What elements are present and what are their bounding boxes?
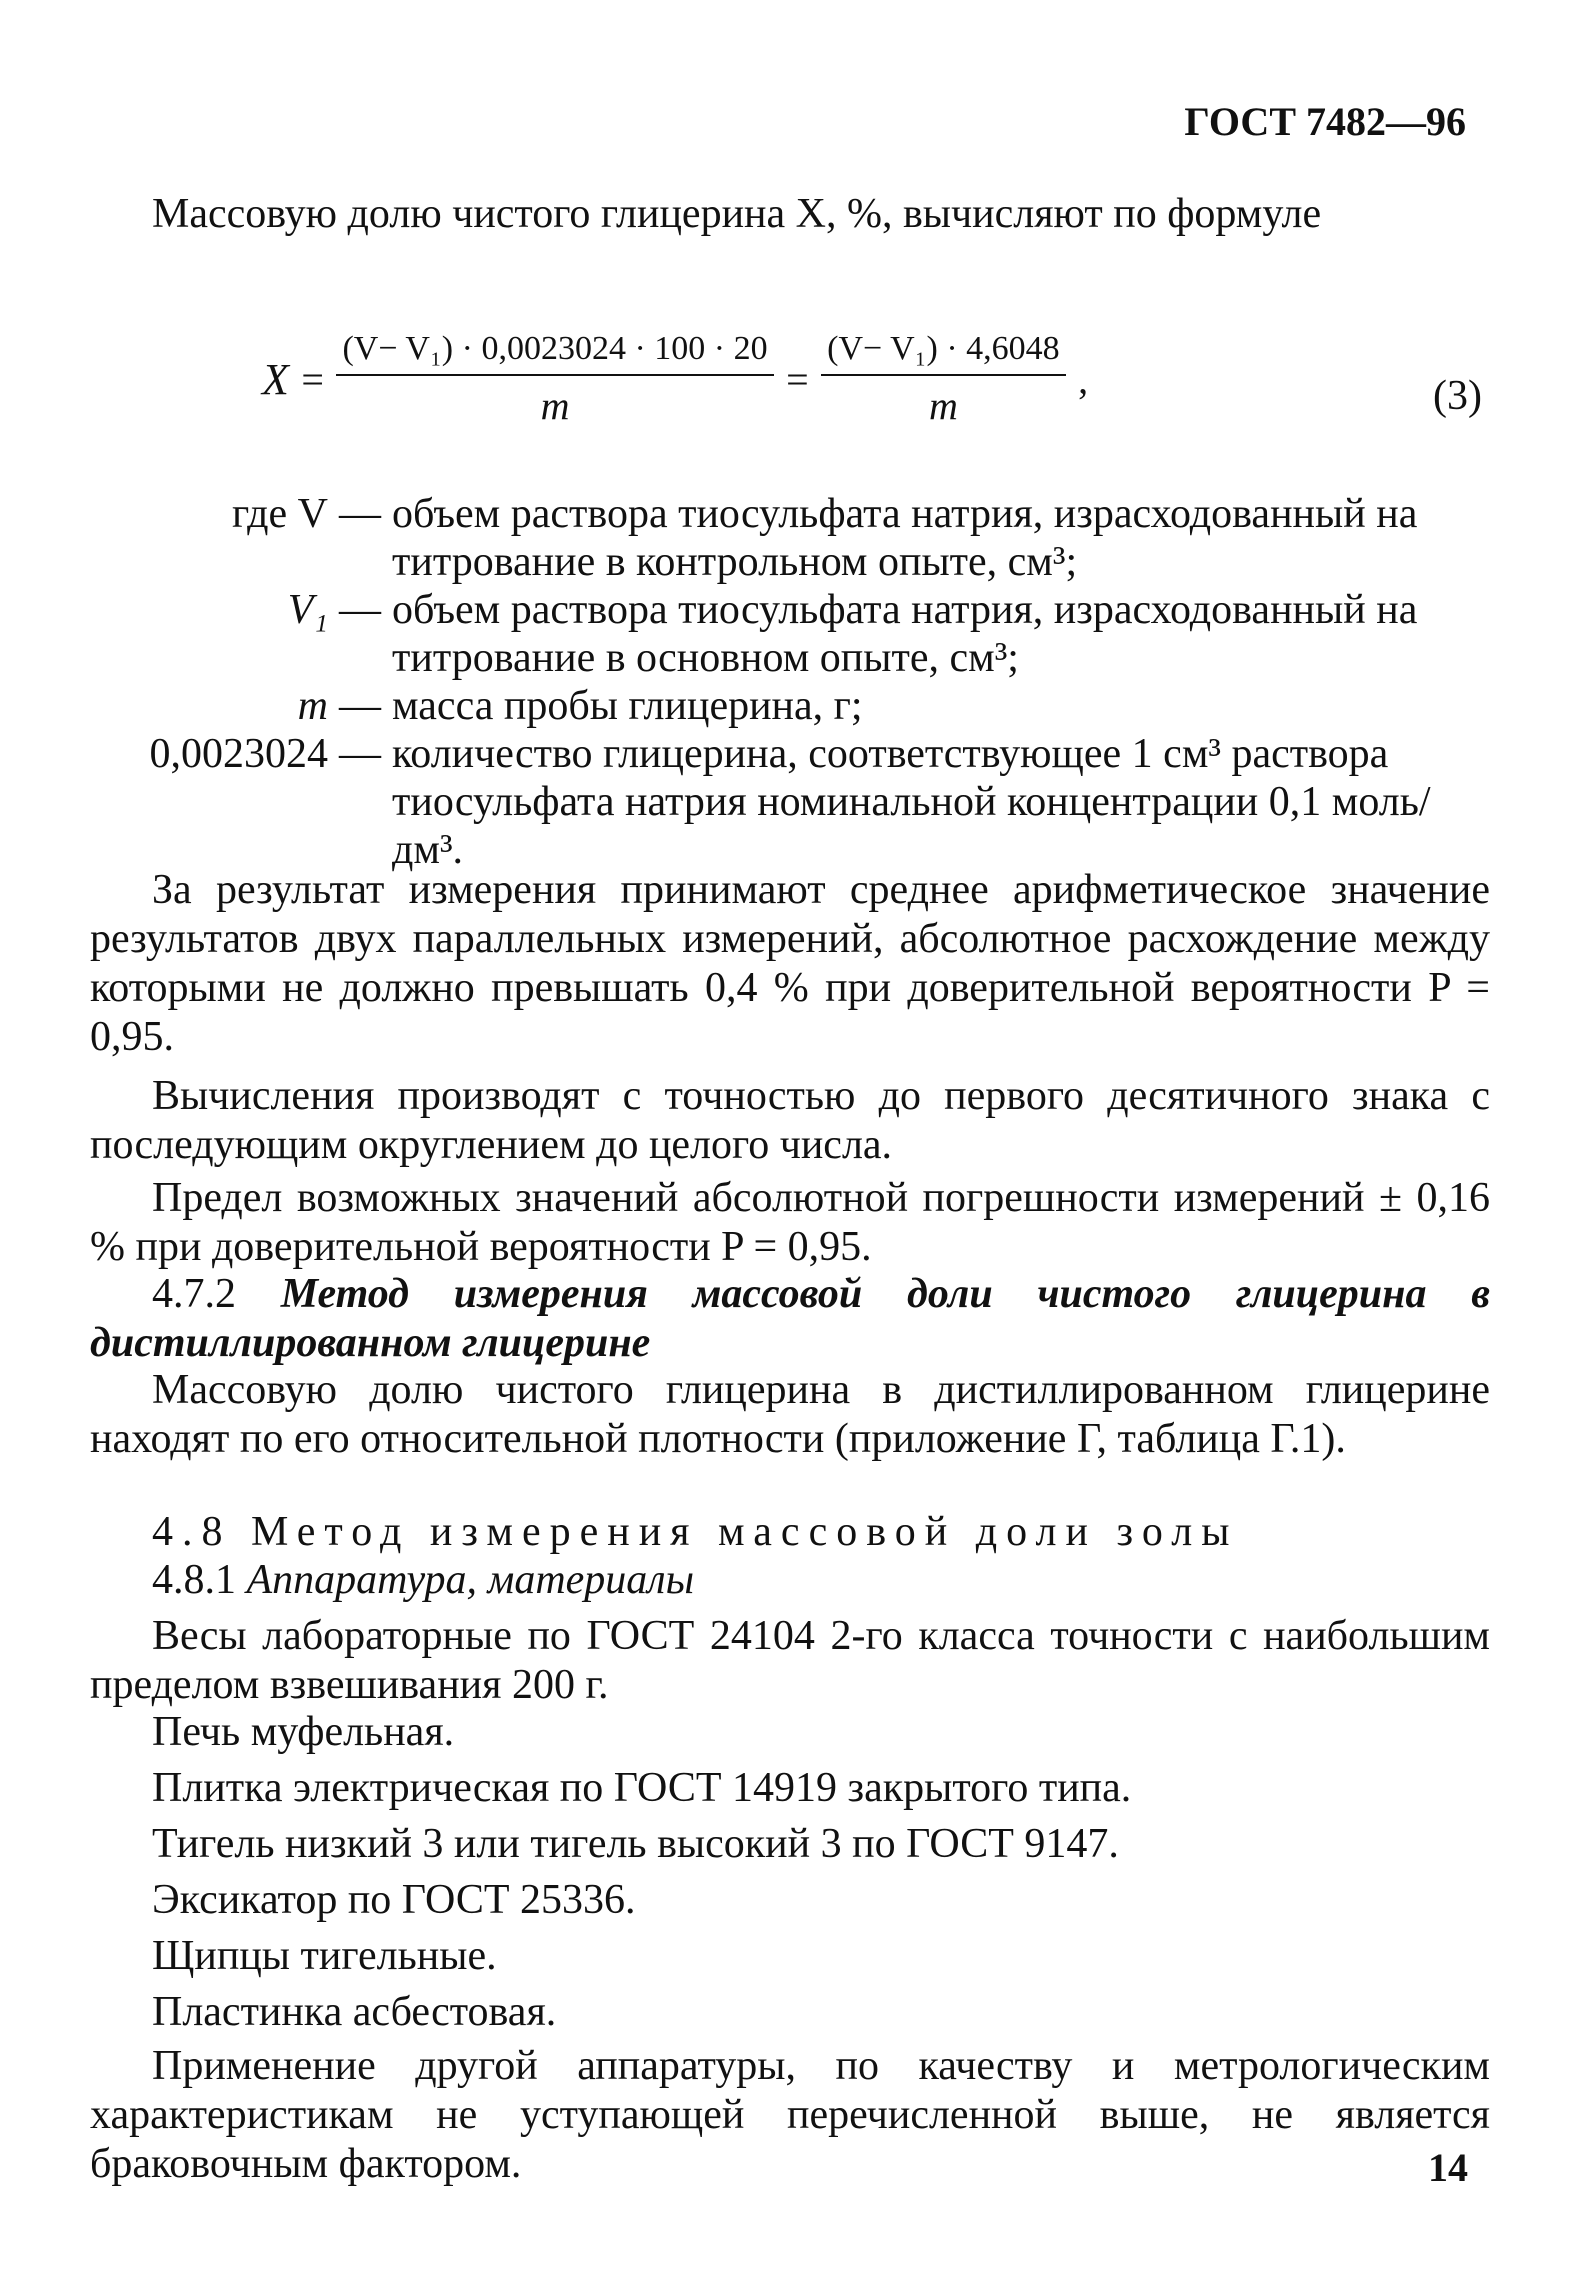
- formula-comma: ,: [1078, 357, 1089, 402]
- definition-desc: масса пробы глицерина, г;: [392, 683, 863, 729]
- section-title: Метод измерения массовой доли чистого глицерина в дистиллированном глицерине: [90, 1271, 1490, 1366]
- definition-desc: объем раствора тиосульфата натрия, израсходованный на титрование в основном опыте, см³;: [392, 587, 1418, 681]
- definition-desc: объем раствора тиосульфата натрия, израсходованный на титрование в контрольном опыте, см³;: [392, 491, 1418, 585]
- definition-row: [70, 490, 1490, 586]
- result-paragraph: За результат измерения принимают среднее арифметическое значение результатов двух параллельных измерений, абсолютное расхождение между которыми не должно превышать 0,4 % при доверительной вероятности P = 0,95.: [90, 867, 1490, 1060]
- equipment-item: Эксикатор по ГОСТ 25336.: [152, 1877, 636, 1923]
- precision-paragraph: Вычисления производят с точностью до первого десятичного знака с последующим округлением до целого числа.: [90, 1073, 1490, 1168]
- definition-term: где V: [232, 491, 328, 537]
- formula-number: (3): [1433, 373, 1482, 419]
- equipment-item: Щипцы тигельные.: [152, 1933, 497, 1979]
- formula-denominator-2: m: [928, 383, 958, 428]
- section-number: 4.8.1: [152, 1557, 236, 1603]
- definition-term: 0,0023024: [149, 731, 328, 777]
- definition-dash: —: [339, 683, 381, 729]
- section-number: 4.7.2: [152, 1271, 236, 1317]
- definition-dash: —: [339, 587, 381, 633]
- formula-denominator-1: m: [540, 383, 570, 428]
- equipment-item: Весы лабораторные по ГОСТ 24104 2-го класса точности с наибольшим пределом взвешивания 200 г.: [90, 1613, 1490, 1708]
- formula-3: [262, 330, 1482, 470]
- intro-paragraph: Массовую долю чистого глицерина X, %, вычисляют по формуле: [152, 191, 1322, 237]
- equipment-item: Печь муфельная.: [152, 1709, 455, 1755]
- error-paragraph: Предел возможных значений абсолютной погрешности измерений ± 0,16 % при доверительной вероятности P = 0,95.: [90, 1175, 1490, 1270]
- section-4-8-1-heading: [90, 1556, 1490, 1605]
- definition-list: [70, 490, 1490, 874]
- formula-numerator-1: (V− V₁) · 0,0023024 · 100 · 20: [336, 330, 773, 376]
- formula-lhs: X: [262, 355, 289, 404]
- definition-row: [70, 586, 1490, 682]
- section-4-8-heading: 4.8 Метод измерения массовой доли золы: [152, 1509, 1239, 1555]
- definition-dash: —: [339, 491, 381, 537]
- formula-numerator-2: (V− V₁) · 4,6048: [821, 330, 1066, 376]
- equipment-item: Тигель низкий 3 или тигель высокий 3 по ГОСТ 9147.: [152, 1821, 1119, 1867]
- formula-equals-1: =: [301, 357, 324, 402]
- definition-dash: —: [339, 731, 381, 777]
- document-code-header: ГОСТ 7482—96: [1184, 99, 1466, 144]
- equipment-item: Плитка электрическая по ГОСТ 14919 закрытого типа.: [152, 1765, 1132, 1811]
- definition-term: m: [297, 683, 328, 729]
- page-number: 14: [1428, 2145, 1468, 2190]
- closing-paragraph: Применение другой аппаратуры, по качеству и метрологическим характеристикам не уступающей перечисленной выше, не является браковочным фактором.: [90, 2043, 1490, 2187]
- equipment-item: Пластинка асбестовая.: [152, 1989, 557, 2035]
- formula-fraction-2: [821, 330, 1066, 429]
- formula-fraction-1: [336, 330, 773, 429]
- section-4-7-2-heading: [90, 1270, 1490, 1368]
- section-4-7-2-body: Массовую долю чистого глицерина в дистиллированном глицерине находят по его относительной плотности (приложение Г, таблица Г.1).: [90, 1367, 1490, 1462]
- definition-term: V₁: [287, 587, 328, 633]
- formula-equals-2: =: [786, 357, 809, 402]
- definition-row: [70, 730, 1490, 874]
- definition-desc: количество глицерина, соответствующее 1 см³ раствора тиосульфата натрия номинальной концентрации 0,1 моль/дм³.: [392, 731, 1431, 873]
- definition-row: [70, 682, 1490, 730]
- section-title: Аппаратура, материалы: [246, 1557, 695, 1603]
